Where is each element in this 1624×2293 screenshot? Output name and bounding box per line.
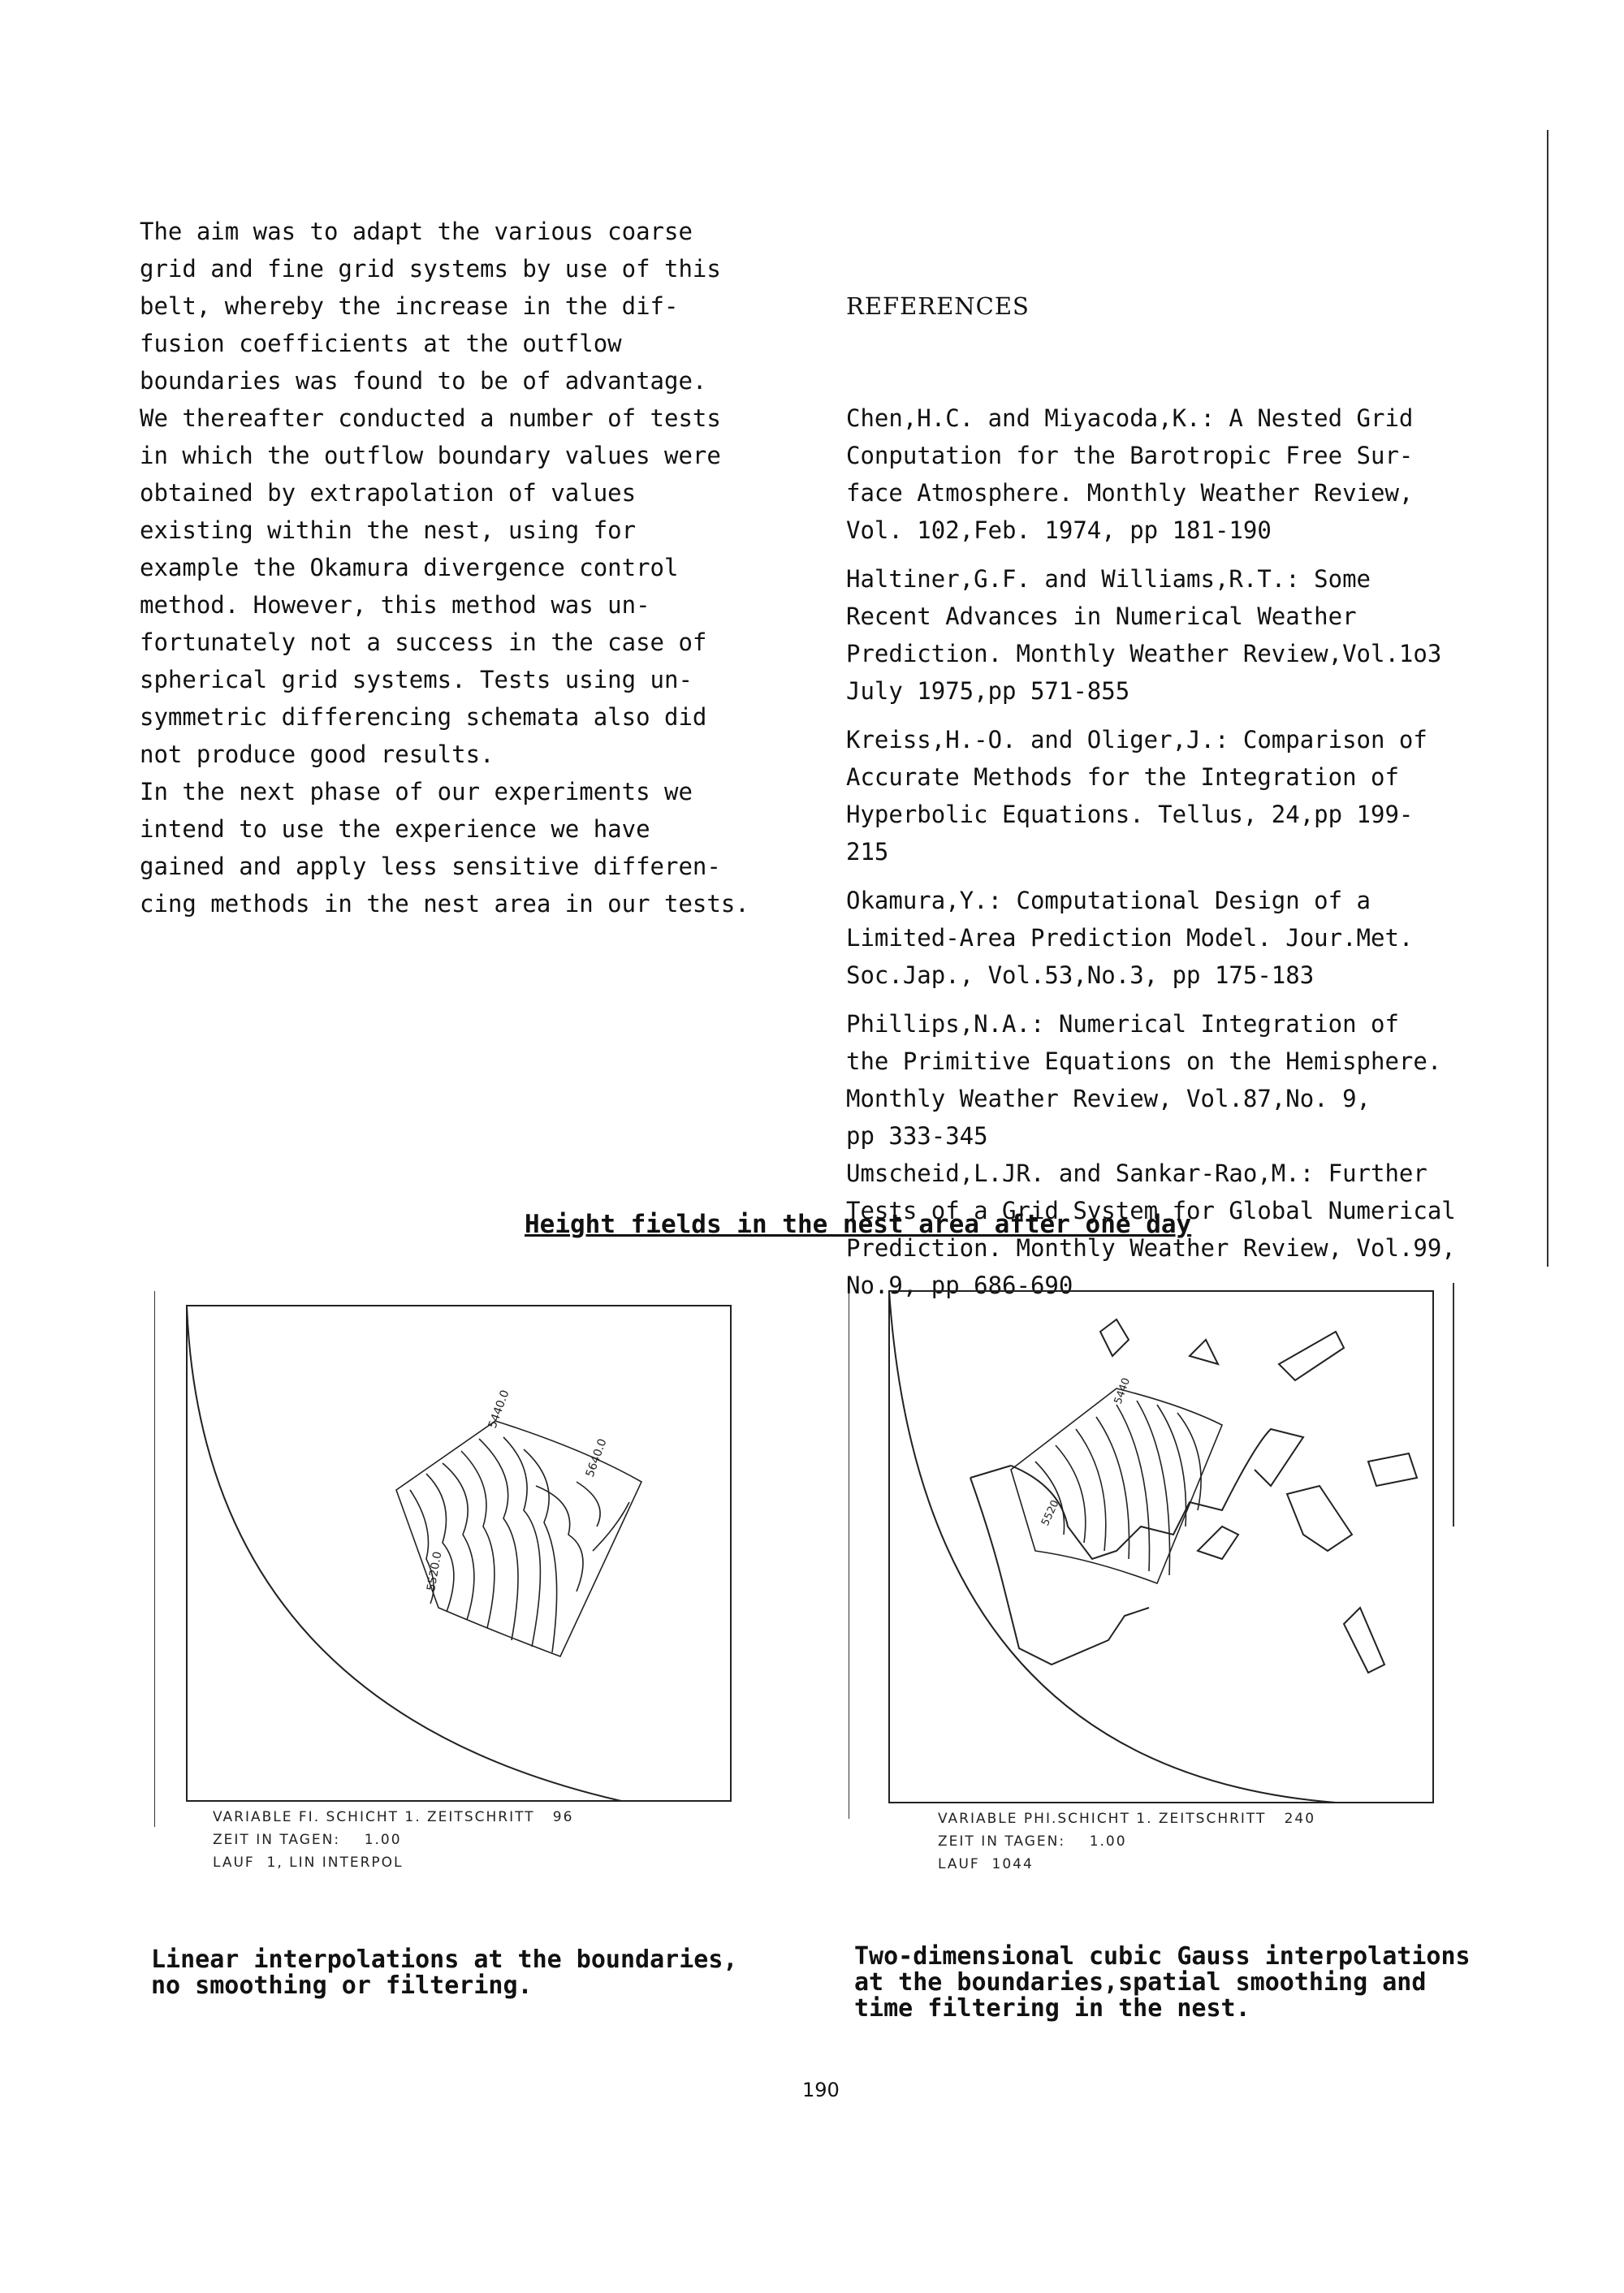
body-text-line: obtained by extrapolation of values	[140, 479, 637, 507]
reference-line: Chen,H.C. and Miyacoda,K.: A Nested Grid	[846, 404, 1414, 432]
reference-line: Okamura,Y.: Computational Design of a	[846, 887, 1371, 914]
reference-line: Phillips,N.A.: Numerical Integration of	[846, 1010, 1399, 1038]
hemisphere-arc	[187, 1306, 621, 1801]
plot-label-line-2: ZEIT IN TAGEN: 1.00	[938, 1833, 1127, 1850]
figure-right-caption	[854, 1944, 1471, 2022]
coastline-outlines	[970, 1319, 1417, 1673]
reference-line: Tests of a Grid System for Global Numerical	[846, 1197, 1456, 1224]
figure-title: Height fields in the nest area after one day	[525, 1210, 1192, 1239]
svg-text:5640.0: 5640.0	[583, 1436, 610, 1479]
svg-text:5440: 5440	[1112, 1376, 1134, 1406]
body-text-line: symmetric differencing schemata also did	[140, 703, 707, 731]
caption-line: at the boundaries,spatial smoothing and	[854, 1968, 1427, 1997]
body-text-line: in which the outflow boundary values were	[140, 442, 721, 469]
reference-line: Conputation for the Barotropic Free Sur-	[846, 442, 1414, 469]
body-text-line: fusion coefficients at the outflow	[140, 330, 622, 357]
figure-left-height-field	[154, 1283, 747, 1871]
figure-right-plot	[849, 1283, 1466, 1851]
nest-area-contours	[1011, 1388, 1222, 1583]
caption-line: Two-dimensional cubic Gauss interpolations	[854, 1942, 1471, 1971]
references-heading: REFERENCES	[846, 292, 1030, 320]
plot-label-line-2: ZEIT IN TAGEN: 1.00	[213, 1832, 402, 1848]
body-text-line: The aim was to adapt the various coarse	[140, 218, 693, 245]
reference-line: July 1975,pp 571-855	[846, 677, 1130, 705]
reference-line: Haltiner,G.F. and Williams,R.T.: Some	[846, 565, 1371, 593]
body-text-line: In the next phase of our experiments we	[140, 778, 693, 805]
references-column	[846, 213, 1520, 1353]
reference-entry	[846, 882, 1520, 994]
reference-line: Hyperbolic Equations. Tellus, 24,pp 199-	[846, 801, 1414, 828]
reference-line: the Primitive Equations on the Hemisphere.	[846, 1047, 1442, 1075]
reference-line: Prediction. Monthly Weather Review, Vol.99,	[846, 1234, 1456, 1262]
reference-entry	[846, 721, 1520, 870]
caption-line: no smoothing or filtering.	[151, 1971, 533, 2000]
body-text-line: fortunately not a success in the case of	[140, 628, 707, 656]
reference-entry	[846, 1005, 1520, 1304]
plot-label-line-1: VARIABLE PHI.SCHICHT 1. ZEITSCHRITT 240	[938, 1811, 1316, 1827]
body-text-line: method. However, this method was un-	[140, 591, 650, 619]
body-text-line: existing within the nest, using for	[140, 516, 637, 544]
reference-line: Monthly Weather Review, Vol.87,No. 9,	[846, 1085, 1371, 1112]
plot-label-line-3: LAUF 1, LIN INTERPOL	[213, 1855, 404, 1871]
svg-text:5520: 5520	[1039, 1498, 1062, 1528]
plot-frame	[889, 1291, 1433, 1803]
page-number: 190	[802, 2079, 840, 2101]
reference-line: Vol. 102,Feb. 1974, pp 181-190	[846, 516, 1272, 544]
contour-labels	[1039, 1376, 1133, 1528]
plot-label-line-3: LAUF 1044	[938, 1856, 1034, 1872]
hemisphere-arc	[889, 1291, 1336, 1803]
body-text-line: not produce good results.	[140, 741, 495, 768]
svg-text:5520.0: 5520.0	[425, 1550, 445, 1592]
body-text-line: gained and apply less sensitive differen-	[140, 853, 721, 880]
caption-line: time filtering in the nest.	[854, 1994, 1250, 2023]
reference-line: Recent Advances in Numerical Weather	[846, 602, 1357, 630]
body-text-line: We thereafter conducted a number of tests	[140, 404, 721, 432]
body-text-column	[140, 213, 814, 922]
figure-left-caption	[151, 1947, 737, 1999]
reference-line: Prediction. Monthly Weather Review,Vol.1o3	[846, 640, 1442, 667]
body-text-line: belt, whereby the increase in the dif-	[140, 292, 679, 320]
plot-frame	[187, 1306, 731, 1801]
reference-line: face Atmosphere. Monthly Weather Review,	[846, 479, 1414, 507]
reference-line: pp 333-345	[846, 1122, 988, 1150]
reference-entry	[846, 399, 1520, 549]
body-text-line: example the Okamura divergence control	[140, 554, 679, 581]
reference-line: No.9, pp 686-690	[846, 1272, 1073, 1299]
svg-text:5440.0: 5440.0	[486, 1388, 512, 1431]
reference-line: Umscheid,L.JR. and Sankar-Rao,M.: Further	[846, 1159, 1427, 1187]
body-text-line: grid and fine grid systems by use of this	[140, 255, 721, 283]
nest-area-contours	[396, 1421, 641, 1656]
reference-entry	[846, 560, 1520, 710]
page-edge-line	[1547, 130, 1548, 1267]
reference-line: Accurate Methods for the Integration of	[846, 763, 1399, 791]
figure-left-plot	[154, 1283, 747, 1851]
reference-line: Limited-Area Prediction Model. Jour.Met.	[846, 924, 1414, 952]
reference-line: 215	[846, 838, 889, 866]
body-text-line: intend to use the experience we have	[140, 815, 650, 843]
body-text-line: spherical grid systems. Tests using un-	[140, 666, 693, 693]
plot-label-line-1: VARIABLE FI. SCHICHT 1. ZEITSCHRITT 96	[213, 1809, 574, 1825]
body-text-line: cing methods in the nest area in our tests.	[140, 890, 749, 918]
caption-line: Linear interpolations at the boundaries,	[151, 1945, 738, 1974]
reference-line: Kreiss,H.-O. and Oliger,J.: Comparison of	[846, 726, 1427, 754]
body-text-line: boundaries was found to be of advantage.	[140, 367, 707, 395]
references-list	[846, 399, 1520, 1304]
figure-right-height-field	[849, 1283, 1466, 1872]
reference-line: Soc.Jap., Vol.53,No.3, pp 175-183	[846, 961, 1315, 989]
